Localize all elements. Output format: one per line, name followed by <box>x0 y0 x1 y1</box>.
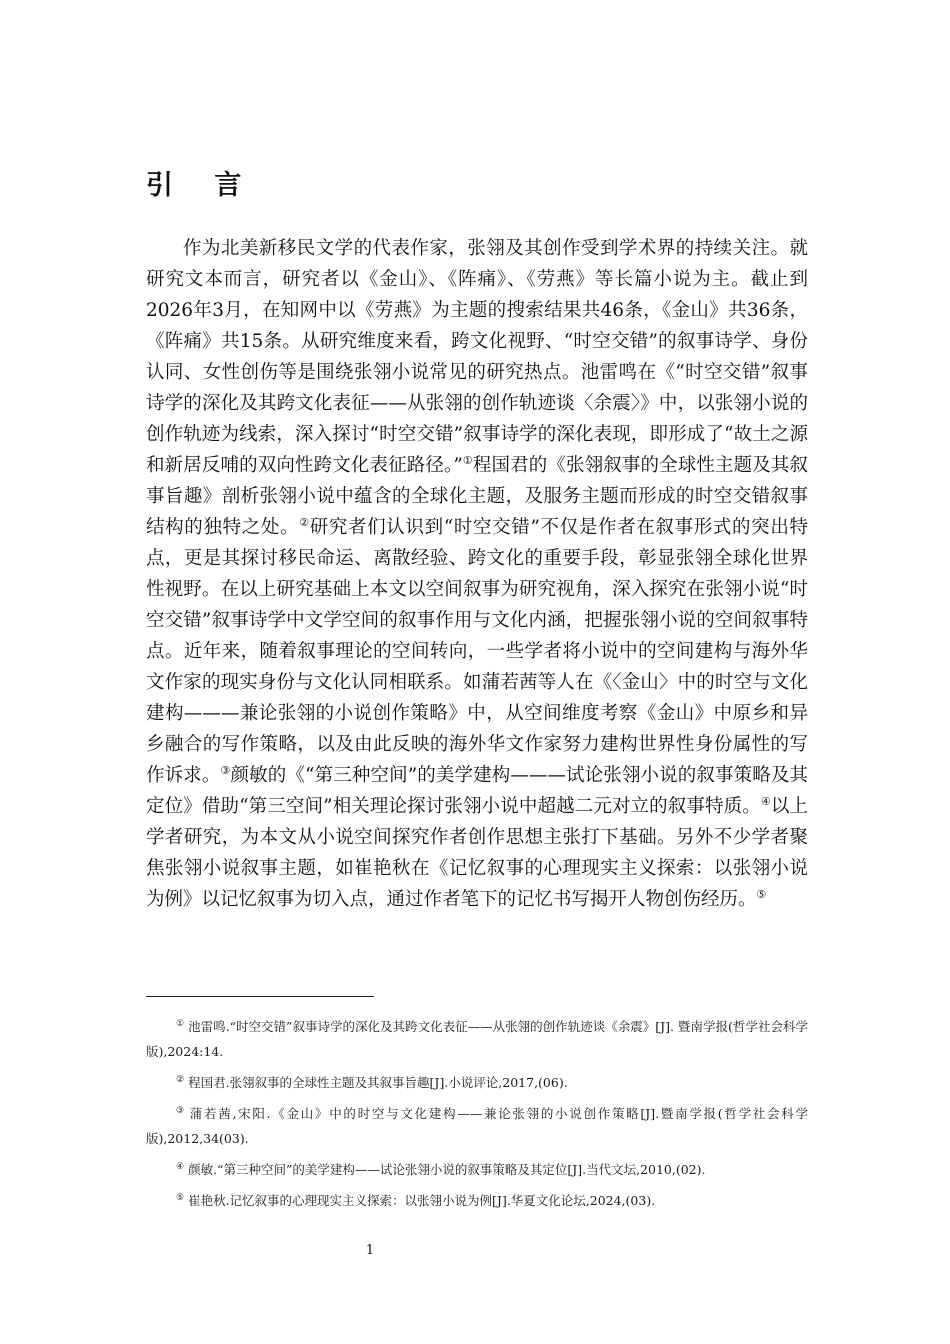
footnote-divider <box>146 996 374 997</box>
footnote-ref-3[interactable]: ③ <box>220 763 231 777</box>
footnote-ref-4[interactable]: ④ <box>760 794 771 808</box>
footnote-ref-1[interactable]: ① <box>462 453 473 467</box>
footnote-item <box>146 1188 808 1213</box>
paragraph-segment-5: 以上学者研究，为本文从小说空间探究作者创作思想主张打下基础。另外不少学者聚焦张翎小说叙事主题，如崔艳秋在《记忆叙事的心理现实主义探索：以张翎小说为例》以记忆叙事为切入点，通过作者笔下的记忆书写揭开人物创伤经历。 <box>146 796 808 910</box>
footnote-mark: ④ <box>176 1161 185 1172</box>
footnote-ref-2[interactable]: ② <box>299 515 310 529</box>
footnote-list <box>146 1014 808 1219</box>
section-heading: 引 言 <box>146 170 258 201</box>
footnote-text: 池雷鸣.“时空交错”叙事诗学的深化及其跨文化表征——从张翎的创作轨迹谈《余震》[J]. 暨南学报(哲学社会科学版),2024:14. <box>146 1019 808 1059</box>
footnote-mark: ⑤ <box>176 1192 185 1203</box>
footnote-text: 颜敏.“第三种空间”的美学建构——试论张翎小说的叙事策略及其定位[J].当代文坛,2010,(02). <box>188 1162 706 1177</box>
footnote-mark: ② <box>176 1074 185 1085</box>
footnote-item <box>146 1070 808 1095</box>
footnote-text: 蒲若茜,宋阳.《金山》中的时空与文化建构——兼论张翎的小说创作策略[J].暨南学报(哲学社会科学版),2012,34(03). <box>146 1106 808 1146</box>
body-paragraph <box>146 233 808 915</box>
paragraph-segment-1: 作为北美新移民文学的代表作家，张翎及其创作受到学术界的持续关注。就研究文本而言，研究者以《金山》、《阵痛》、《劳燕》等长篇小说为主。截止到2026年3月，在知网中以《劳燕》为主题的搜索结果共46条，《金山》共36条，《阵痛》共15条。从研究维度来看，跨文化视野、“时空交错”的叙事诗学、身份认同、女性创伤等是围绕张翎小说常见的研究热点。池雷鸣在《“时空交错”叙事诗学的深化及其跨文化表征——从张翎的创作轨迹谈〈余震〉》中，以张翎小说的创作轨迹为线索，深入探讨“时空交错”叙事诗学的深化表现，即形成了“故土之源和新居反哺的双向性跨文化表征路径。” <box>146 238 808 476</box>
page-number: 1 <box>365 1243 375 1258</box>
footnote-mark: ③ <box>176 1105 186 1116</box>
footnote-item <box>146 1014 808 1064</box>
footnote-mark: ① <box>176 1018 185 1029</box>
footnote-ref-5[interactable]: ⑤ <box>756 887 767 901</box>
paragraph-segment-2: 程国君的《张翎叙事的全球性主题及其叙事旨趣》剖析张翎小说中蕴含的全球化主题，及服务主题而形成的时空交错叙事结构的独特之处。 <box>146 455 808 538</box>
footnote-item <box>146 1157 808 1182</box>
paragraph-segment-4: 颜敏的《“第三种空间”的美学建构———试论张翎小说的叙事策略及其定位》借助“第三空间”相关理论探讨张翎小说中超越二元对立的叙事特质。 <box>146 765 808 817</box>
footnote-text: 程国君.张翎叙事的全球性主题及其叙事旨趣[J].小说评论,2017,(06). <box>188 1075 568 1090</box>
footnote-item <box>146 1101 808 1151</box>
footnote-text: 崔艳秋.记忆叙事的心理现实主义探索：以张翎小说为例[J].华夏文化论坛,2024,(03). <box>188 1193 656 1208</box>
paragraph-segment-3: 研究者们认识到“时空交错”不仅是作者在叙事形式的突出特点，更是其探讨移民命运、离散经验、跨文化的重要手段，彰显张翎全球化世界性视野。在以上研究基础上本文以空间叙事为研究视角，深入探究在张翎小说“时空交错”叙事诗学中文学空间的叙事作用与文化内涵，把握张翎小说的空间叙事特点。近年来，随着叙事理论的空间转向，一些学者将小说中的空间建构与海外华文作家的现实身份与文化认同相联系。如蒲若茜等人在《〈金山〉中的时空与文化建构———兼论张翎的小说创作策略》中，从空间维度考察《金山》中原乡和异乡融合的写作策略，以及由此反映的海外华文作家努力建构世界性身份属性的写作诉求。 <box>146 517 808 786</box>
